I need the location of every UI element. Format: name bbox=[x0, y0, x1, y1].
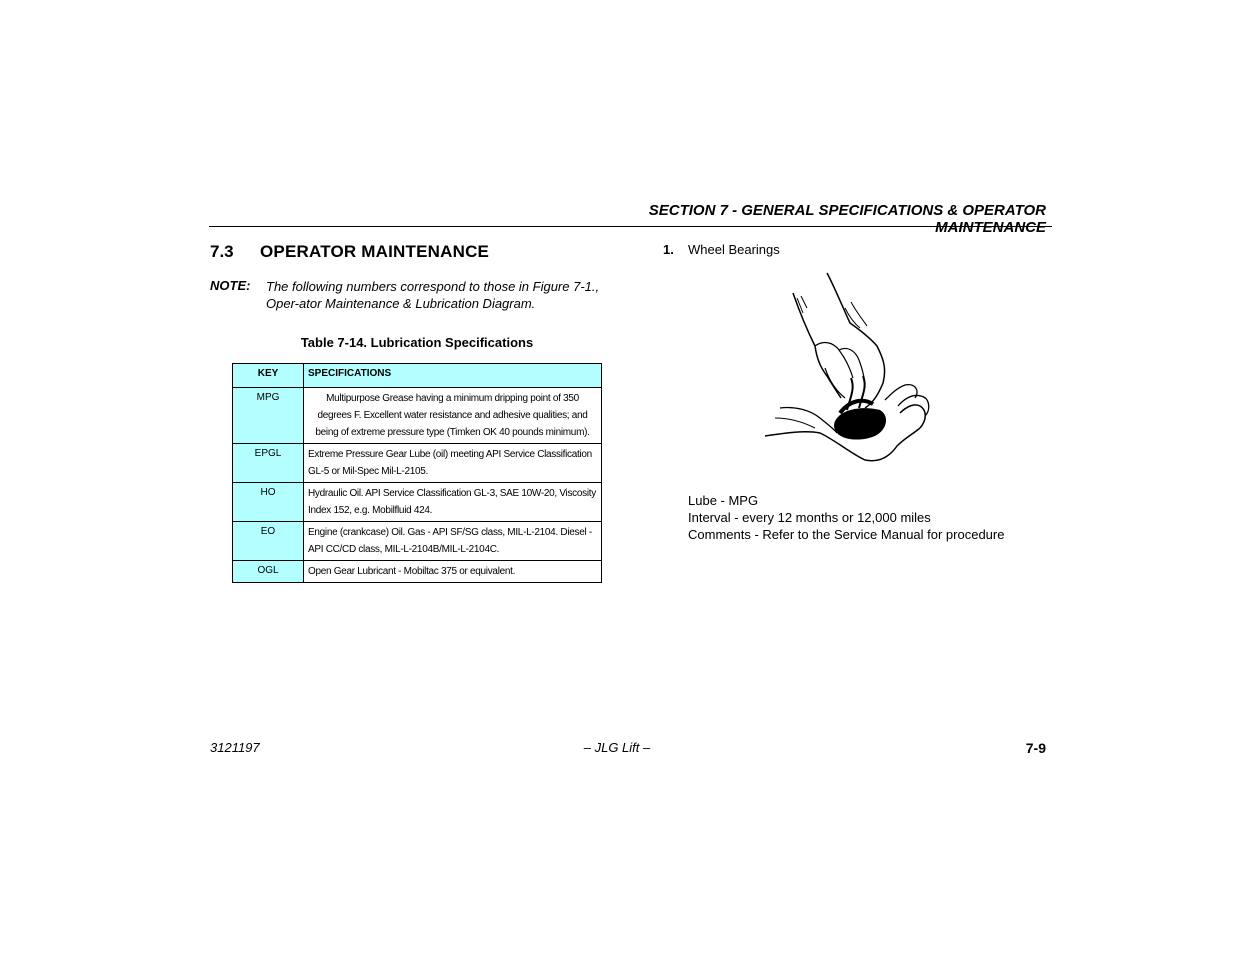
row-key: EO bbox=[233, 522, 304, 561]
note-text: The following numbers correspond to those in Figure 7-1., Oper-ator Maintenance & Lubrication Diagram. bbox=[266, 279, 600, 311]
table-caption: Table 7-14. Lubrication Specifications bbox=[300, 335, 534, 350]
row-key: MPG bbox=[233, 388, 304, 444]
row-spec: Open Gear Lubricant - Mobiltac 375 or equivalent. bbox=[304, 561, 602, 583]
item-lube: Lube - MPG bbox=[688, 493, 759, 508]
item-title: Wheel Bearings bbox=[688, 242, 780, 257]
header-key: KEY bbox=[233, 364, 304, 388]
header-rule bbox=[209, 226, 1052, 227]
header-specifications: SPECIFICATIONS bbox=[304, 364, 602, 388]
section-title: OPERATOR MAINTENANCE bbox=[260, 242, 490, 261]
item-number: 1. bbox=[663, 242, 674, 257]
footer-company: – JLG Lift – bbox=[583, 740, 651, 755]
table-row bbox=[233, 561, 602, 583]
row-spec: Engine (crankcase) Oil. Gas - API SF/SG class, MIL-L-2104. Diesel - API CC/CD class, MIL-L-2104B/MIL-L-2104C. bbox=[304, 522, 602, 561]
row-spec: Multipurpose Grease having a minimum dripping point of 350 degrees F. Excellent water resistance and adhesive qualities; and being of extreme pressure type (Timken OK 40 pounds minimum). bbox=[304, 388, 602, 444]
table-row bbox=[233, 522, 602, 561]
table-row bbox=[233, 483, 602, 522]
item-info bbox=[688, 492, 1004, 543]
table-header-row bbox=[233, 364, 602, 388]
row-key: EPGL bbox=[233, 444, 304, 483]
greasing-hands-illustration bbox=[755, 268, 935, 468]
row-spec: Hydraulic Oil. API Service Classification GL-3, SAE 10W-20, Viscosity Index 152, e.g. Mobilfluid 424. bbox=[304, 483, 602, 522]
footer-page-number: 7-9 bbox=[1025, 740, 1046, 756]
lubrication-spec-table bbox=[232, 363, 602, 583]
item-interval: Interval - every 12 months or 12,000 miles bbox=[688, 510, 931, 525]
table-row bbox=[233, 388, 602, 444]
note-label: NOTE: bbox=[210, 278, 251, 293]
section-header-title: SECTION 7 - GENERAL SPECIFICATIONS & OPERATOR MAINTENANCE bbox=[648, 202, 1046, 236]
table-row bbox=[233, 444, 602, 483]
item-comments: Comments - Refer to the Service Manual for procedure bbox=[688, 527, 1005, 542]
row-spec: Extreme Pressure Gear Lube (oil) meeting API Service Classification GL-5 or Mil-Spec Mil-L-2105. bbox=[304, 444, 602, 483]
section-number: 7.3 bbox=[210, 242, 234, 261]
row-key: OGL bbox=[233, 561, 304, 583]
row-key: HO bbox=[233, 483, 304, 522]
footer-document-number: 3121197 bbox=[210, 740, 260, 755]
